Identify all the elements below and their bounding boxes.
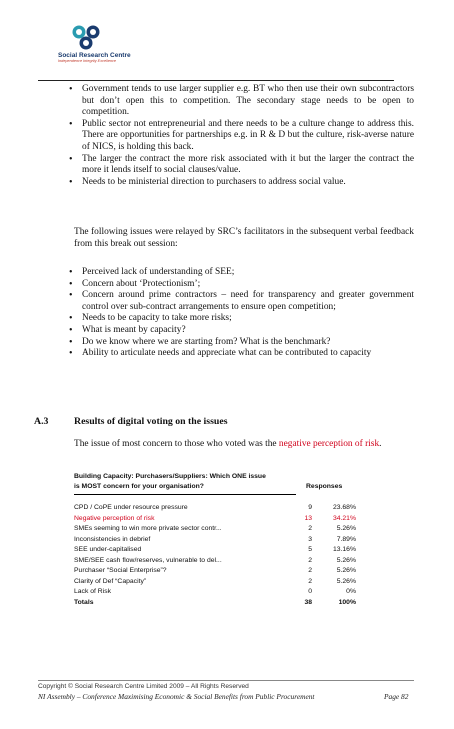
conference-title: NI Assembly – Conference Maximising Economic & Social Benefits from Public Procurement (38, 692, 315, 701)
row-count: 2 (308, 525, 312, 532)
table-row (74, 504, 366, 515)
table-row (74, 525, 366, 536)
list-item: • The larger the contract the more risk associated with it but the larger the contract the more it lends itself to social clauses/value. (66, 154, 414, 177)
question-line-1: Building Capacity: Purchasers/Suppliers: Which ONE issue (74, 473, 266, 480)
feedback-bullet-list (66, 267, 414, 360)
list-item: • Concern about ‘Protectionism’; (66, 279, 414, 291)
section-title: Results of digital voting on the issues (74, 416, 228, 427)
row-count: 2 (308, 567, 312, 574)
row-percent: 5.26% (336, 525, 356, 532)
logo (58, 24, 131, 63)
list-item: • Do we know where we are starting from? What is the benchmark? (66, 337, 414, 349)
section-number: A.3 (34, 416, 49, 427)
row-label: CPD / CoPE under resource pressure (74, 504, 188, 511)
row-label: Inconsistencies in debrief (74, 535, 151, 543)
row-count: 9 (308, 504, 312, 511)
total-label: Totals (74, 598, 94, 606)
voting-intro (74, 439, 414, 451)
row-percent: 0% (346, 588, 356, 595)
table-row (74, 578, 366, 589)
row-percent: 23.68% (332, 504, 356, 511)
list-item: • Ability to articulate needs and appreciate what can be contributed to capacity (66, 348, 414, 360)
responses-header: Responses (306, 483, 343, 490)
logo-mark-icon (68, 24, 104, 50)
feedback-intro: The following issues were relayed by SRC’s facilitators in the subsequent verbal feedback from this break out session: (74, 227, 414, 249)
row-label: Lack of Risk (74, 588, 112, 595)
row-percent: 13.16% (332, 546, 356, 553)
list-item: • Perceived lack of understanding of SEE; (66, 267, 414, 279)
row-label: SME/SEE cash flow/reserves, vulnerable to del... (74, 556, 222, 564)
row-count: 2 (308, 556, 312, 564)
table-row (74, 536, 366, 547)
row-count: 13 (304, 514, 312, 522)
table-header (74, 472, 366, 496)
total-count: 38 (304, 598, 312, 606)
question-line-2: is MOST concern for your organisation? (74, 483, 204, 490)
row-count: 5 (308, 546, 312, 553)
row-label: Purchaser “Social Enterprise”? (74, 567, 167, 574)
row-label: SEE under-capitalised (74, 546, 142, 553)
list-item: • Government tends to use larger supplier e.g. BT who then use their own subcontractors but don’t open this to competition. The secondary stage needs to be open to competition. (66, 84, 414, 119)
voting-intro-highlight: negative perception of risk (278, 439, 380, 449)
list-item: • Needs to be capacity to take more risks; (66, 313, 414, 325)
footer-rule (38, 680, 414, 681)
table-row (74, 546, 366, 557)
row-count: 0 (308, 588, 312, 595)
header-rule (38, 80, 394, 81)
table-row (74, 557, 366, 568)
row-percent: 5.26% (336, 567, 356, 574)
table-total-row (74, 599, 366, 610)
table-row (74, 588, 366, 599)
row-percent: 7.89% (336, 535, 356, 543)
row-count: 3 (308, 535, 312, 543)
logo-tagline: Independence Integrity Excellence (58, 59, 117, 63)
section-heading (34, 416, 228, 427)
voting-results-table (74, 472, 366, 609)
row-count: 2 (308, 577, 312, 585)
row-label: Clarity of Def “Capacity” (74, 577, 147, 585)
question-underline (74, 494, 296, 495)
list-item: • Public sector not entrepreneurial and there needs to be a culture change to address this. There are opportunities for partnerships e.g. in R & D but the culture, risk-averse nature of NICS, is holding this back. (66, 119, 414, 154)
voting-intro-text: The issue of most concern to those who voted was the (74, 439, 279, 449)
total-percent: 100% (338, 598, 356, 606)
list-item: • Needs to be ministerial direction to purchasers to address social value. (66, 177, 414, 189)
list-item: • Concern around prime contractors – need for transparency and greater government control over sub-contract arrangements to ensure open competition; (66, 290, 414, 313)
row-percent: 5.26% (336, 556, 356, 564)
copyright: Copyright © Social Research Centre Limited 2009 – All Rights Reserved (38, 683, 249, 690)
row-label: SMEs seeming to win more private sector contr... (74, 525, 222, 532)
voting-intro-end: . (379, 439, 382, 449)
discussion-bullet-list (66, 84, 414, 188)
page-number: Page 82 (384, 692, 409, 701)
row-percent: 34.21% (332, 514, 356, 522)
row-label: Negative perception of risk (74, 514, 155, 522)
list-item: • What is meant by capacity? (66, 325, 414, 337)
table-row (74, 567, 366, 578)
table-row (74, 515, 366, 526)
row-percent: 5.26% (336, 577, 356, 585)
logo-name: Social Research Centre (58, 52, 131, 59)
